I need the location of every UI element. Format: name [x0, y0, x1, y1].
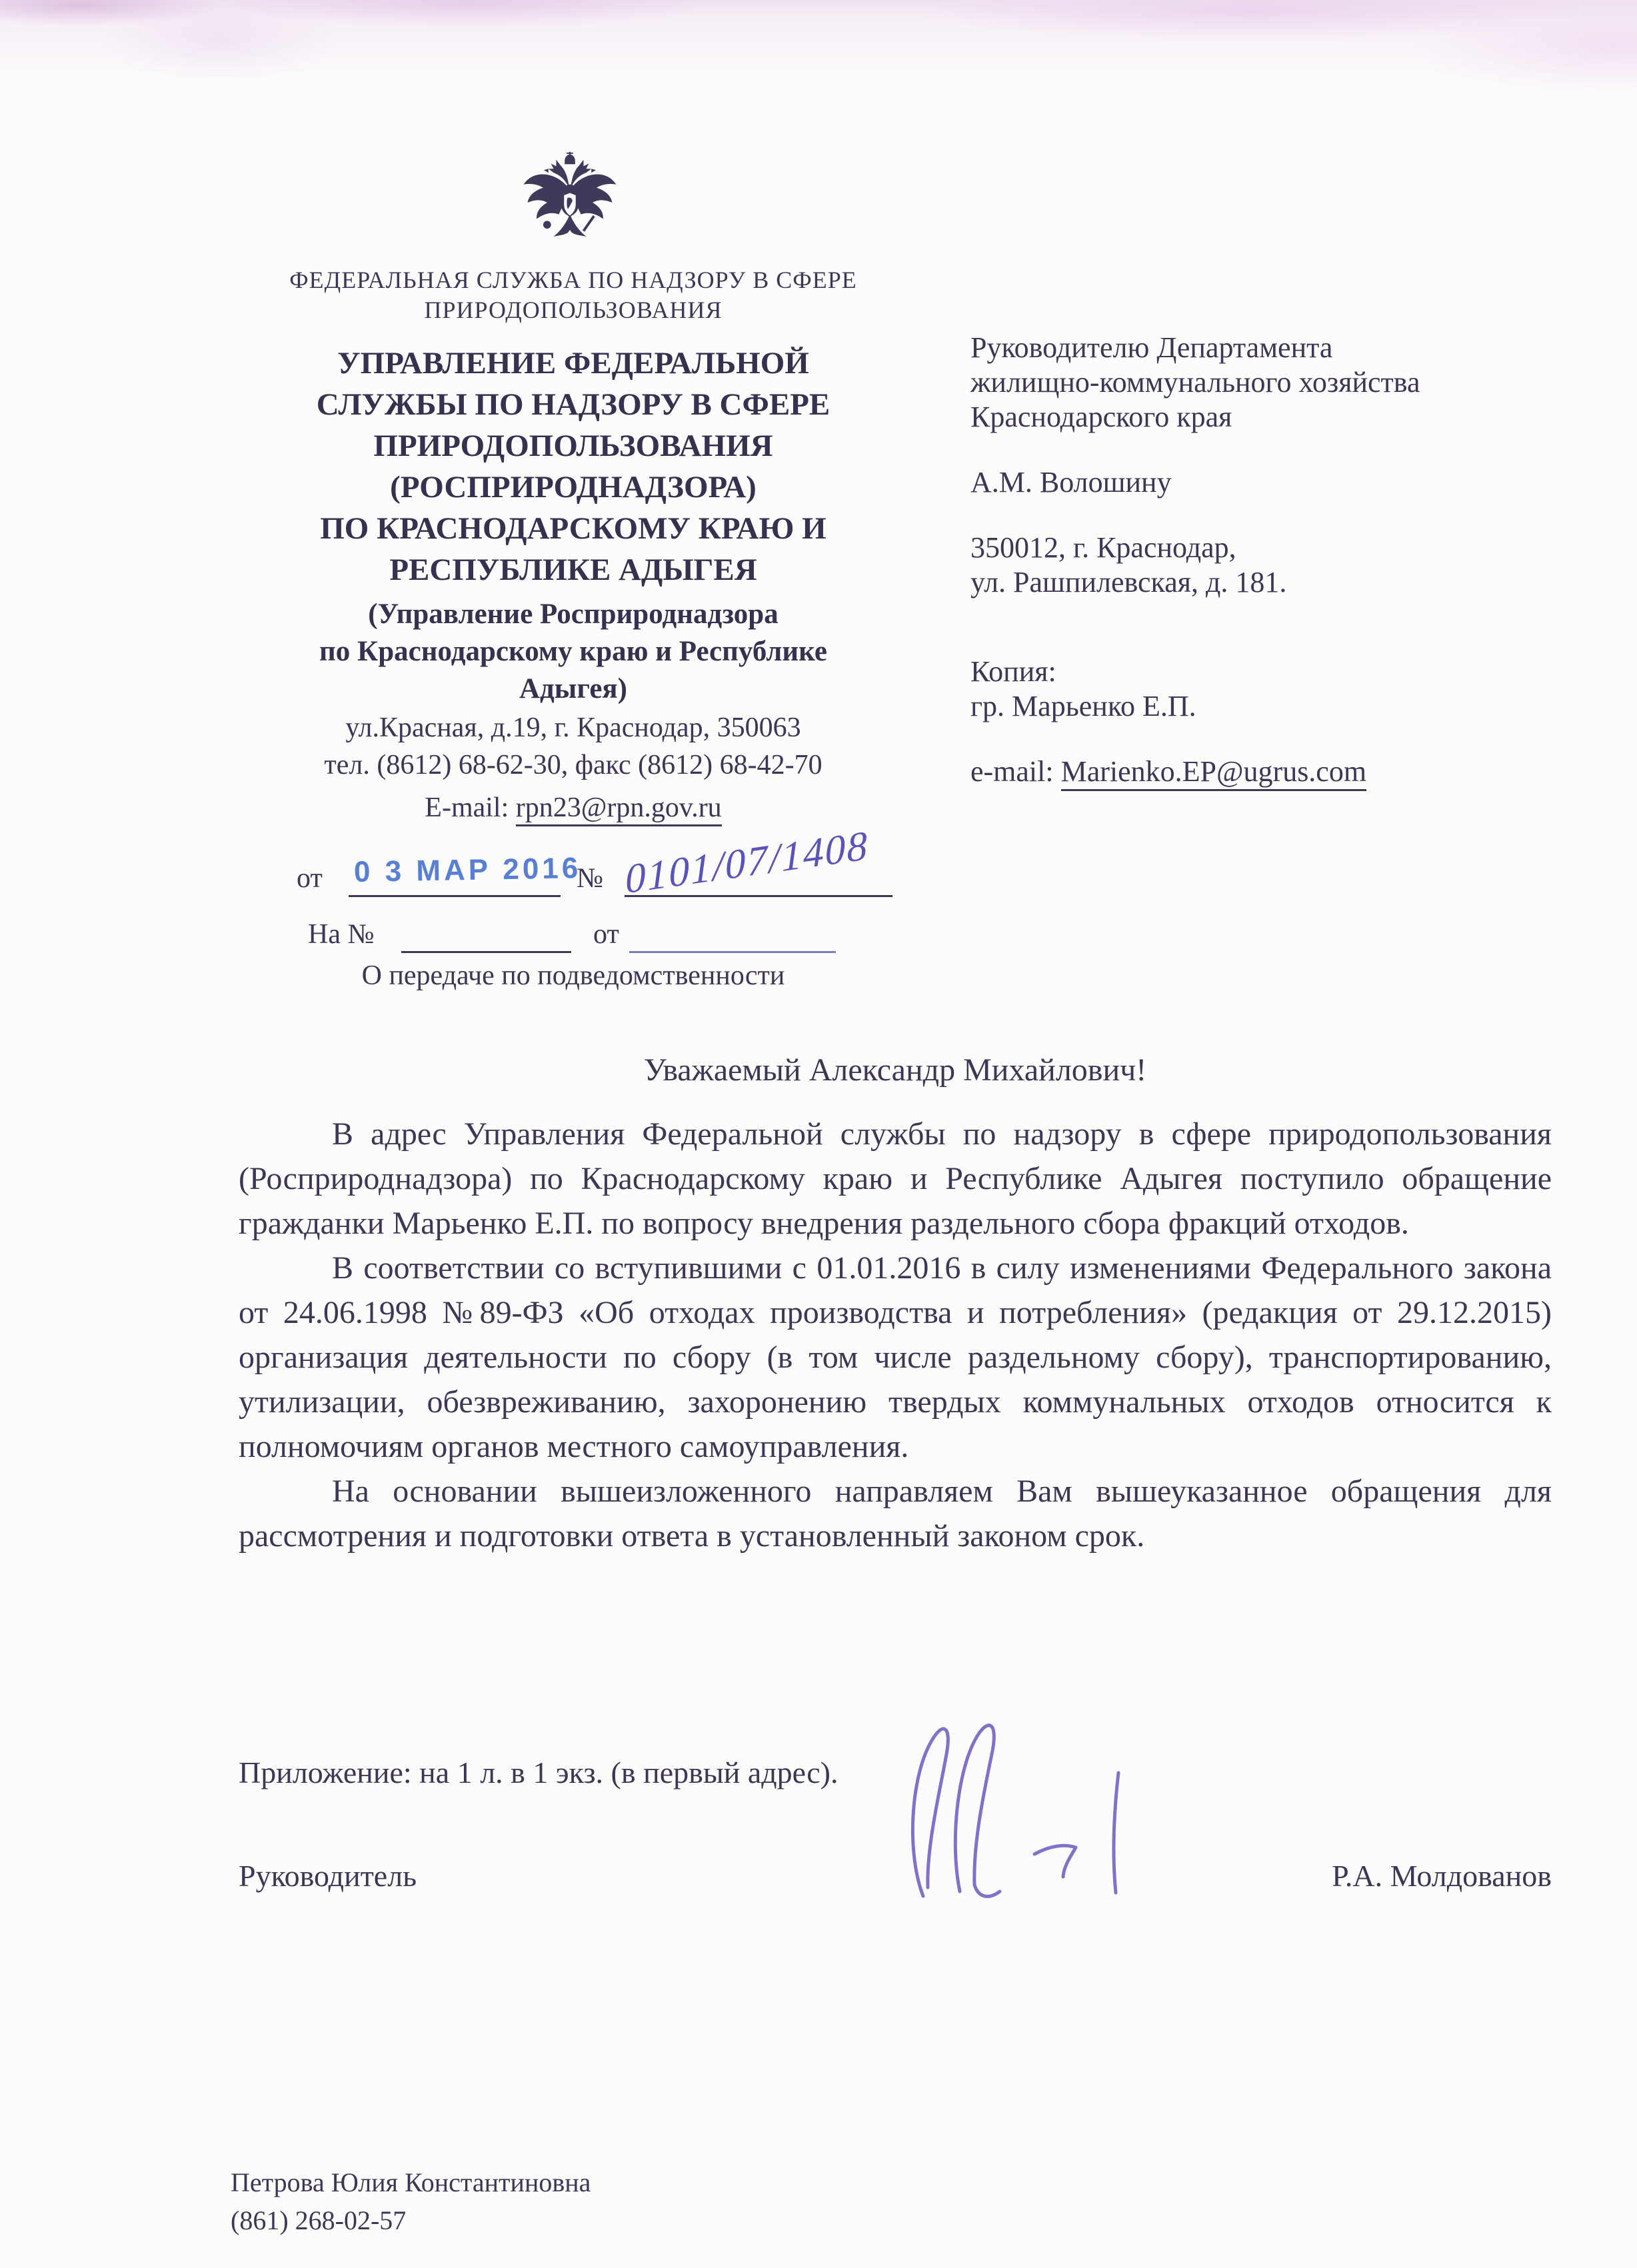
number-blank-line	[624, 822, 892, 903]
federal-service-name	[200, 265, 946, 325]
org-name-line: УПРАВЛЕНИЕ ФЕДЕРАЛЬНОЙ	[337, 346, 809, 381]
copy-person: гр. Марьенко Е.П.	[970, 690, 1196, 722]
scan-noise-artifact	[0, 0, 1637, 133]
signer-title: Руководитель	[239, 1859, 417, 1893]
outgoing-ref-row	[297, 822, 963, 903]
org-short-line: (Управление Росприроднадзора	[368, 598, 779, 630]
body-paragraph: На основании вышеизложенного направляем Вам вышеуказанное обращения для рассмотрения и подготовки ответа в установленный законом срок.	[239, 1474, 1552, 1554]
executor-phone: (861) 268-02-57	[231, 2205, 407, 2235]
org-postal-address: ул.Красная, д.19, г. Краснодар, 350063	[345, 712, 801, 743]
org-name-line: ПО КРАСНОДАРСКОМУ КРАЮ И	[320, 511, 826, 546]
federal-service-line2: ПРИРОДОПОЛЬЗОВАНИЯ	[424, 297, 723, 323]
attachment-note: Приложение: на 1 л. в 1 экз. (в первый адрес).	[239, 1755, 838, 1789]
org-name-line: ПРИРОДОПОЛЬЗОВАНИЯ	[373, 429, 773, 463]
date-stamp: 0 3 МАР 2016	[353, 852, 582, 888]
addressee-address-line: ул. Рашпилевская, д. 181.	[970, 566, 1287, 598]
addressee-person: А.М. Волошину	[970, 466, 1172, 499]
org-short-line: по Краснодарскому краю и Республике	[319, 636, 827, 667]
org-full-name	[200, 343, 946, 590]
letter-subject: О передаче по подведомственности	[361, 960, 785, 991]
org-short-name	[200, 596, 946, 708]
letter-body	[239, 1112, 1552, 1558]
executor-name: Петрова Юлия Константиновна	[231, 2167, 591, 2197]
addressee-line: жилищно-коммунального хозяйства	[970, 366, 1420, 399]
addressee-address-line: 350012, г. Краснодар,	[970, 531, 1236, 564]
reply-to-label: На №	[308, 919, 375, 950]
org-email-label: E-mail:	[425, 792, 509, 823]
addressee-block	[970, 331, 1597, 789]
org-short-line: Адыгея)	[519, 673, 627, 704]
number-sign-label: №	[577, 863, 604, 894]
signer-name: Р.А. Молдованов	[1332, 1859, 1552, 1893]
org-name-line: (РОСПРИРОДНАДЗОРА)	[390, 470, 757, 505]
copy-email-line	[970, 754, 1597, 789]
copy-label: Копия:	[970, 655, 1056, 688]
org-name-line: РЕСПУБЛИКЕ АДЫГЕЯ	[389, 553, 757, 587]
org-email-line	[200, 792, 946, 824]
handwritten-outgoing-number: 0101/07/1408	[624, 822, 870, 903]
org-contacts	[200, 709, 946, 784]
body-paragraph: В соответствии со вступившими с 01.01.2016 в силу изменениями Федерального закона от 24.06.1998 №89-ФЗ «Об отходах производства и потребления» (редакция от 29.12.2015) организация деятельности по сбору (в том числе раздельному сбору), транспортированию, утилизации, обезвреживанию, захоронению твердых коммунальных отходов относится к полномочиям органов местного самоуправления.	[239, 1250, 1552, 1464]
addressee-line: Краснодарского края	[970, 401, 1232, 433]
org-phone-fax: тел. (8612) 68-62-30, факс (8612) 68-42-70	[324, 750, 822, 780]
reply-date-label: от	[593, 919, 619, 950]
date-label: от	[297, 863, 323, 894]
executor-block	[231, 2163, 591, 2239]
salutation: Уважаемый Александр Михайлович!	[643, 1052, 1147, 1088]
addressee-address	[970, 531, 1597, 600]
coat-of-arms-icon	[515, 151, 625, 257]
body-paragraph: В адрес Управления Федеральной службы по надзору в сфере природопользования (Росприроднадзора) по Краснодарскому краю и Республике Адыгея поступило обращение гражданки Марьенко Е.П. по вопросу внедрения раздельного сбора фракций отходов.	[239, 1116, 1552, 1241]
reply-date-blank-line	[629, 918, 836, 953]
federal-service-line1: ФЕДЕРАЛЬНАЯ СЛУЖБА ПО НАДЗОРУ В СФЕРЕ	[289, 267, 857, 293]
incoming-ref-row	[308, 910, 974, 954]
addressee-line: Руководителю Департамента	[970, 331, 1333, 364]
reply-number-blank-line	[401, 918, 571, 953]
copy-email-label: e-mail:	[970, 755, 1054, 788]
org-name-line: СЛУЖБЫ ПО НАДЗОРУ В СФЕРЕ	[316, 387, 830, 422]
date-blank-line	[349, 843, 582, 897]
org-email-address: rpn23@rpn.gov.ru	[516, 792, 722, 826]
copy-email-address: Marienko.EP@ugrus.com	[1061, 755, 1366, 791]
signature-row	[239, 1858, 1552, 1893]
